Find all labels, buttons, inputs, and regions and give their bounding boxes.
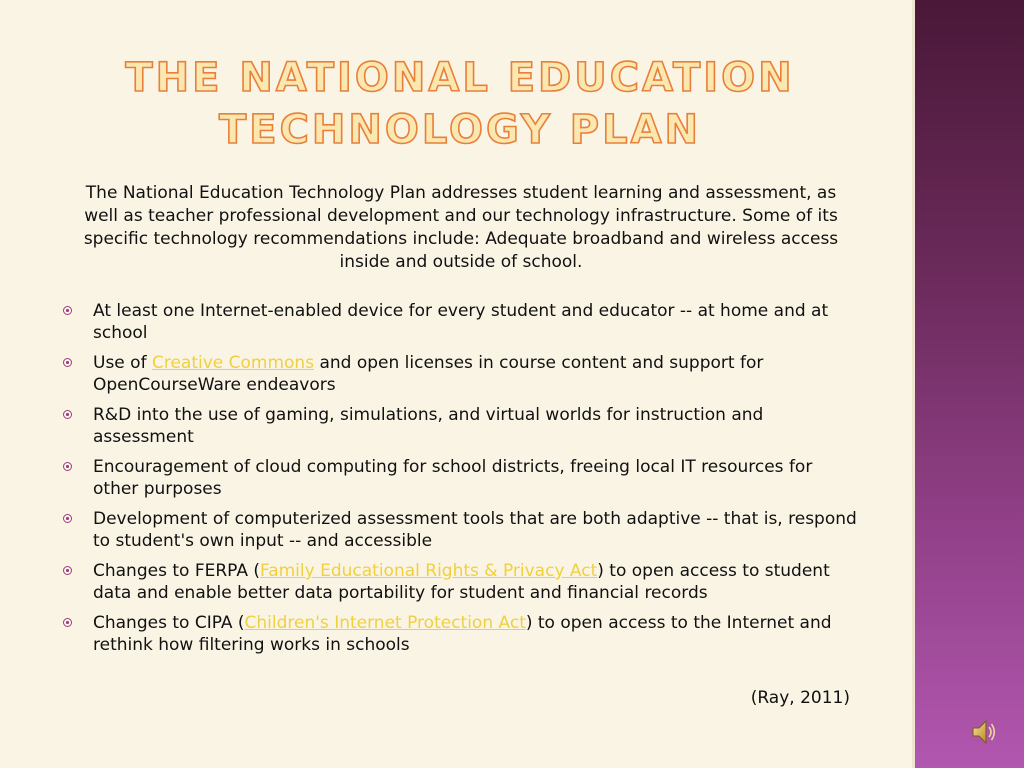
bullet-text-post: ) to open access to the Internet and rethink how filtering works in schools (93, 613, 832, 655)
bullet-text: Encouragement of cloud computing for school districts, freeing local IT resources for other purposes (93, 457, 813, 499)
bullet-text: R&D into the use of gaming, simulations, and virtual worlds for instruction and assessment (93, 405, 764, 447)
title-line-2: TECHNOLOGY PLAN (218, 107, 702, 153)
bullet-text-pre: Changes to CIPA ( (93, 613, 245, 633)
bullet-item-assessment (62, 508, 862, 552)
target-bullet-icon (63, 410, 72, 419)
target-bullet-icon (63, 566, 72, 575)
bullet-text: Development of computerized assessment tools that are both adaptive -- that is, respond to student's own input -- and accessible (93, 509, 857, 551)
bullet-item-gaming (62, 404, 862, 448)
bullet-item-creative-commons (62, 352, 862, 396)
bullet-text-post: and open licenses in course content and support for OpenCourseWare endeavors (93, 353, 764, 395)
target-bullet-icon (63, 306, 72, 315)
intro-paragraph: The National Education Technology Plan addresses student learning and assessment, as well as teacher professional development and our technology infrastructure. Some of its specific technology recommendations include: Adequate broadband and wireless access inside and outside of school. (83, 183, 839, 272)
target-bullet-icon (63, 358, 72, 367)
bullet-item-cipa (62, 612, 862, 656)
ferpa-link[interactable]: Family Educational Rights & Privacy Act (259, 561, 598, 581)
decorative-sidebar (912, 0, 1024, 768)
bullet-text-pre: Changes to FERPA ( (93, 561, 260, 581)
sidebar-divider (912, 0, 915, 768)
cipa-link[interactable]: Children's Internet Protection Act (244, 613, 526, 633)
bullet-text-pre: Use of (93, 353, 152, 373)
target-bullet-icon (63, 514, 72, 523)
target-bullet-icon (63, 618, 72, 627)
citation: (Ray, 2011) (750, 688, 850, 708)
bullet-text: At least one Internet-enabled device for every student and educator -- at home and at school (93, 301, 829, 343)
creative-commons-link[interactable]: Creative Commons (151, 353, 315, 373)
bullet-item-ferpa (62, 560, 862, 604)
speaker-icon[interactable] (970, 716, 998, 748)
bullet-list (62, 300, 862, 664)
slide-title (60, 52, 860, 156)
bullet-item-device (62, 300, 862, 344)
title-line-1: THE NATIONAL EDUCATION (125, 55, 795, 101)
bullet-item-cloud (62, 456, 862, 500)
bullet-text-post: ) to open access to student data and enable better data portability for student and financial records (93, 561, 830, 603)
target-bullet-icon (63, 462, 72, 471)
